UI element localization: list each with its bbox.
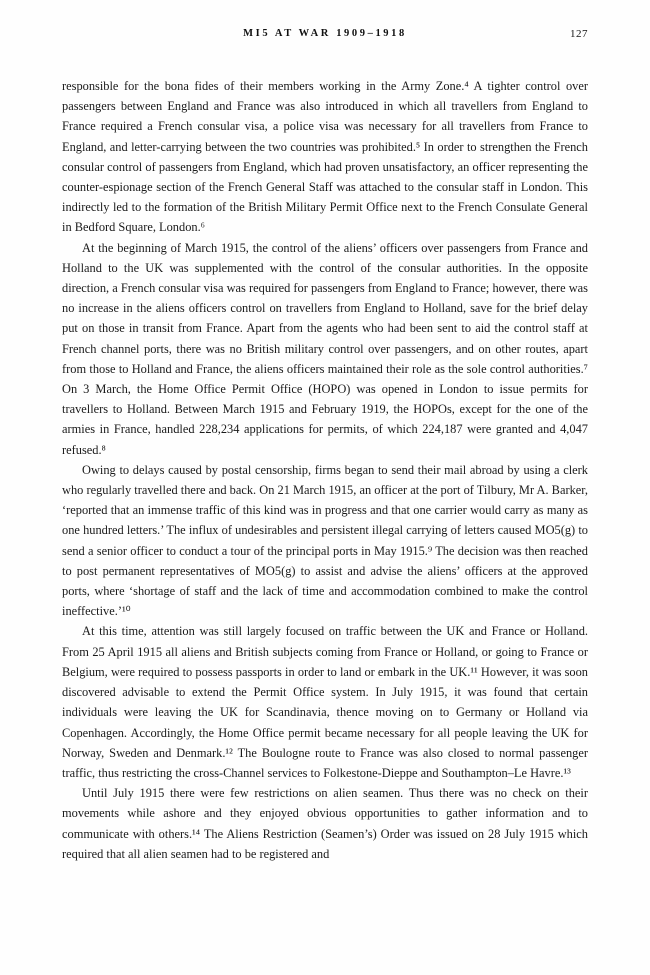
- page-header: [0, 28, 650, 46]
- paragraph: Owing to delays caused by postal censorship, firms began to send their mail abroad by using a clerk who regularly travelled there and back. On 21 March 1915, an officer at the port of Tilbury, Mr A. Barker, ‘reported that an immense traffic of this kind was in progress and that one carrier would carry as many as one hundred letters.’ The influx of undesirables and persistent illegal carrying of letters caused MO5(g) to send a senior officer to conduct a tour of the principal ports in May 1915.⁹ The decision was then reached to post permanent representatives of MO5(g) to assist and advise the aliens’ officers at the approved ports, where ‘shortage of staff and the lack of time and accommodation combined to make the control ineffective.’¹⁰: [62, 462, 588, 619]
- paragraph: At the beginning of March 1915, the control of the aliens’ officers over passengers from France and Holland to the UK was supplemented with the control of the consular authorities. In the opposite direction, a French consular visa was required for passengers from England to France; however, there was no increase in the aliens officers control on travellers from England to Holland, save for the brief delay put on those in transit from France. Apart from the agents who had been sent to aid the control staff at French channel ports, there was no British military control over passengers, and on other routes, apart from those to Holland and France, the aliens officers maintained their role as the sole control authorities.⁷ On 3 March, the Home Office Permit Office (HOPO) was opened in London to issue permits for travellers to Holland. Between March 1915 and February 1919, the HOPOs, except for the one of the armies in France, handled 228,234 applications for permits, of which 224,187 were granted and 4,047 refused.⁸: [62, 240, 588, 457]
- paragraph: responsible for the bona fides of their members working in the Army Zone.⁴ A tighter control over passengers between England and France was also introduced in which all travellers from England to France required a French consular visa, a police visa was necessary for all travellers from France to England, and letter-carrying between the two countries was prohibited.⁵ In order to strengthen the French consular control of passengers from England, which had proven unsatisfactory, an officer representing the counter-espionage section of the French General Staff was attached to the consular staff in London. This indirectly led to the formation of the British Military Permit Office next to the French Consulate General in Bedford Square, London.⁶: [62, 79, 588, 235]
- body-text-column: [62, 76, 588, 864]
- running-title: MI5 AT WAR 1909–1918: [243, 28, 407, 39]
- paragraph: Until July 1915 there were few restrictions on alien seamen. Thus there was no check on their movements while ashore and they enjoyed obvious opportunities to gather information and to communicate with others.¹⁴ The Aliens Restriction (Seamen’s) Order was issued on 28 July 1915 which required that all alien seamen had to be registered and: [62, 786, 588, 861]
- paragraph: At this time, attention was still largely focused on traffic between the UK and France or Holland. From 25 April 1915 all aliens and British subjects coming from France or Holland, or going to France or Belgium, were required to possess passports in order to land or embark in the UK.¹¹ However, it was soon discovered advisable to extend the Permit Office system. In July 1915, it was found that certain individuals were leaving the UK for Scandinavia, thence moving on to Germany or Holland via Copenhagen. Accordingly, the Home Office permit became necessary for all people leaving the UK for Norway, Sweden and Denmark.¹² The Boulogne route to France was also closed to normal passenger traffic, thus restricting the cross-Channel services to Folkestone-Dieppe and Southampton–Le Havre.¹³: [62, 624, 588, 780]
- page-number: 127: [570, 28, 588, 40]
